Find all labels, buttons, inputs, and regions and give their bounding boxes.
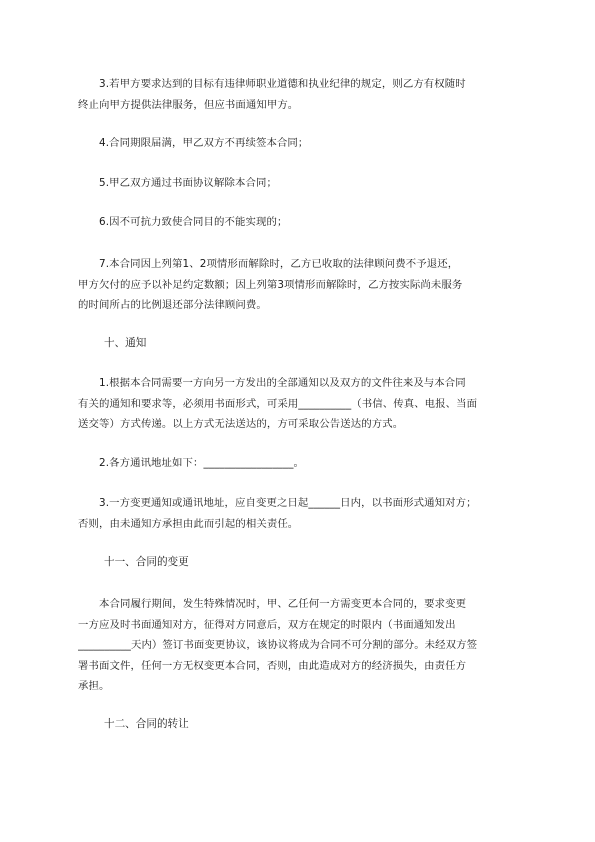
text-line: 署书面文件，任何一方无权变更本合同，否则，由此造成对方的经济损失，由责任方 (78, 659, 467, 672)
notice-clause-1-paragraph (78, 373, 518, 435)
text-line: 6.因不可抗力致使合同目的不能实现的； (78, 216, 288, 228)
text-line: 4.合同期限届满，甲乙双方不再续签本合同； (78, 137, 309, 149)
text-line: 否则，由未通知方承担由此而引起的相关责任。 (78, 517, 299, 530)
notice-clause-3-paragraph (78, 493, 518, 534)
clause-4-paragraph (78, 133, 518, 154)
text-line: 7.本合同因上列第1、2项情形而解除时，乙方已收取的法律顾问费不予退还， (78, 258, 459, 270)
text-line: 3.一方变更通知或通讯地址，应自变更之日起______日内，以书面形式通知对方； (78, 497, 477, 509)
text-line: __________天内）签订书面变更协议，该协议将成为合同不可分割的部分。未经双方签 (78, 639, 478, 651)
text-line: 有关的通知和要求等，必须用书面形式，可采用__________（书信、传真、电报、当面 (78, 397, 478, 410)
amendment-paragraph (78, 594, 518, 697)
text-line: 一方应及时书面通知对方，征得对方同意后，双方在规定的时限内（书面通知发出 (78, 618, 456, 631)
notice-clause-2-paragraph (78, 453, 518, 474)
clause-6-paragraph (78, 212, 518, 233)
text-line: 1.根据本合同需要一方向另一方发出的全部通知以及双方的文件往来及与本合同 (78, 377, 466, 389)
text-line: 送交等）方式传递。以上方式无法送达的，方可采取公告送达的方式。 (78, 418, 404, 430)
text-line: 3.若甲方要求达到的目标有违律师职业道德和执业纪律的规定，则乙方有权随时 (78, 78, 466, 90)
section-11-heading: 十一、合同的变更 (104, 556, 189, 568)
clause-5-paragraph (78, 173, 518, 194)
text-line: 甲方欠付的应予以补足约定数额；因上列第3项情形而解除时，乙方按实际尚未服务 (78, 278, 463, 291)
text-line: 5.甲乙双方通过书面协议解除本合同； (78, 177, 277, 189)
section-12-heading: 十二、合同的转让 (104, 718, 189, 730)
clause-7-paragraph (78, 254, 518, 316)
clause-3-paragraph (78, 74, 518, 115)
text-line: 2.各方通讯地址如下：_________________。 (78, 457, 305, 469)
section-10-heading: 十、通知 (104, 337, 147, 349)
text-line: 的时间所占的比例退还部分法律顾问费。 (78, 299, 267, 311)
text-line: 本合同履行期间，发生特殊情况时，甲、乙任何一方需变更本合同的，要求变更 (78, 598, 467, 610)
text-line: 承担。 (78, 680, 110, 692)
text-line: 终止向甲方提供法律服务，但应书面通知甲方。 (78, 98, 299, 111)
